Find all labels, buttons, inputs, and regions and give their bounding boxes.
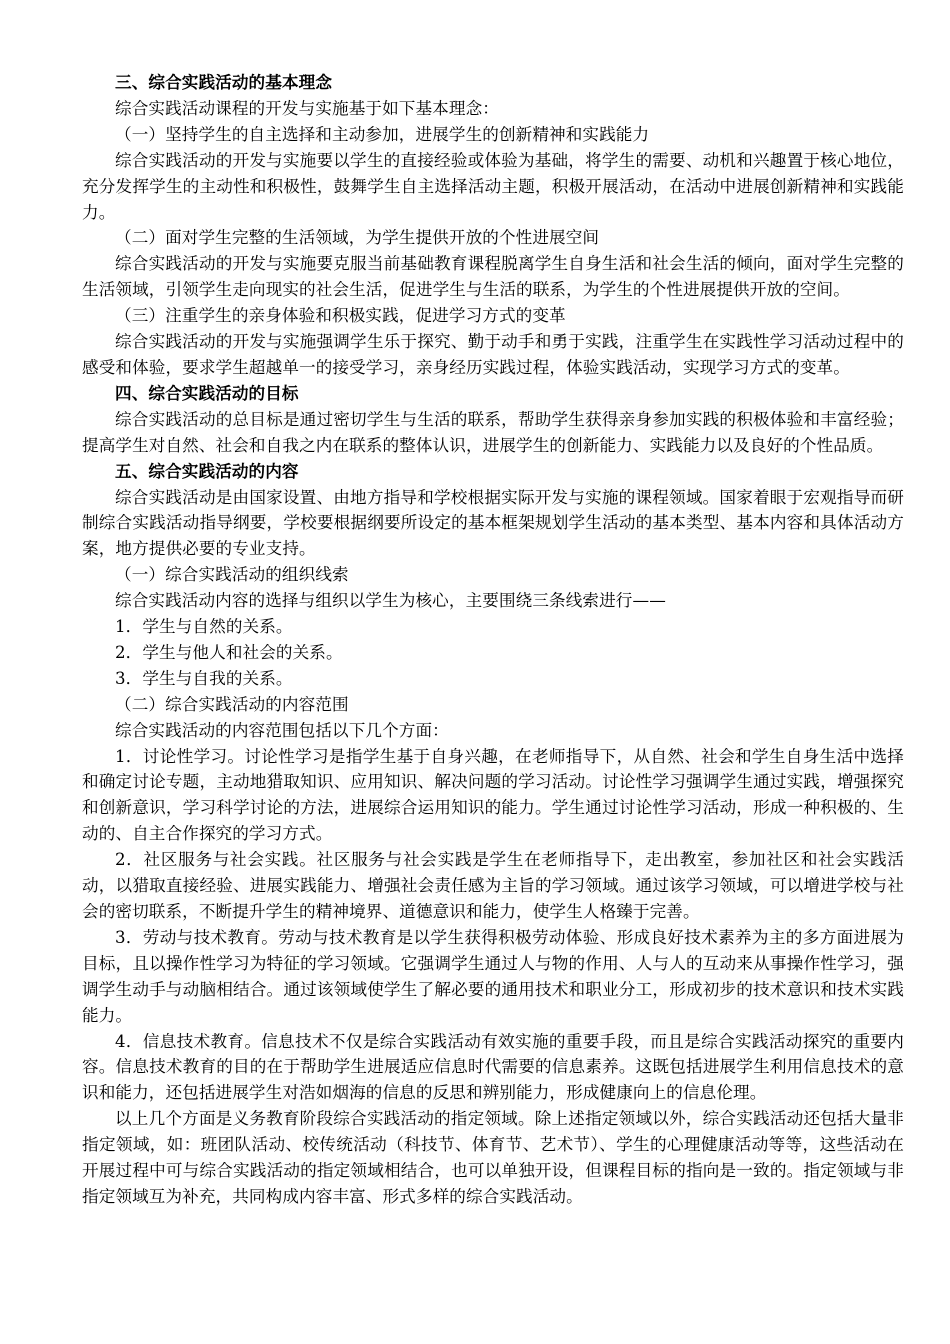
subsection-heading: （二）面对学生完整的生活领域，为学生提供开放的个性进展空间 [115,228,600,248]
subsection-heading: （三）注重学生的亲身体验和积极实践，促进学习方式的变革 [115,306,566,326]
body-paragraph: 3．劳动与技术教育。劳动与技术教育是以学生获得积极劳动体验、形成良好技术素养为主的多方面进展为目标，且以操作性学习为特征的学习领域。它强调学生通过人与物的作用、人与人的互动来从事操作性学习，强调学生动手与动脑相结合。通过该领域使学生了解必要的通用技术和职业分工，形成初步的技术意识和技术实践能力。 [82,927,904,1025]
document-page [82,70,904,1210]
body-paragraph: 综合实践活动的开发与实施强调学生乐于探究、勤于动手和勇于实践，注重学生在实践性学习活动过程中的感受和体验，要求学生超越单一的接受学习，亲身经历实践过程，体验实践活动，实现学习方式的变革。 [82,332,904,377]
body-paragraph: 4．信息技术教育。信息技术不仅是综合实践活动有效实施的重要手段，而且是综合实践活动探究的重要内容。信息技术教育的目的在于帮助学生进展适应信息时代需要的信息素养。这既包括进展学生利用信息技术的意识和能力，还包括进展学生对浩如烟海的信息的反思和辨别能力，形成健康向上的信息伦理。 [82,1031,904,1103]
body-paragraph: 以上几个方面是义务教育阶段综合实践活动的指定领域。除上述指定领域以外，综合实践活动还包括大量非指定领域，如：班团队活动、校传统活动（科技节、体育节、艺术节）、学生的心理健康活动等等，这些活动在开展过程中可与综合实践活动的指定领域相结合，也可以单独开设，但课程目标的指向是一致的。指定领域与非指定领域互为补充，共同构成内容丰富、形式多样的综合实践活动。 [82,1109,904,1206]
body-paragraph: 综合实践活动的开发与实施要克服当前基础教育课程脱离学生自身生活和社会生活的倾向，面对学生完整的生活领域，引领学生走向现实的社会生活，促进学生与生活的联系，为学生的个性进展提供开放的空间。 [82,254,904,300]
body-paragraph: 综合实践活动课程的开发与实施基于如下基本理念： [115,98,499,118]
subsection-heading: （一）坚持学生的自主选择和主动参加，进展学生的创新精神和实践能力 [115,124,650,144]
body-paragraph: 1．讨论性学习。讨论性学习是指学生基于自身兴趣，在老师指导下，从自然、社会和学生自身生活中选择和确定讨论专题，主动地猎取知识、应用知识、解决问题的学习活动。讨论性学习强调学生通过实践，增强探究和创新意识，学习科学讨论的方法，进展综合运用知识的能力。学生通过讨论性学习活动，形成一种积极的、生动的、自主合作探究的学习方式。 [82,746,904,844]
subsection-heading: （一）综合实践活动的组织线索 [115,565,349,585]
body-paragraph: 综合实践活动的总目标是通过密切学生与生活的联系，帮助学生获得亲身参加实践的积极体验和丰富经验；提高学生对自然、社会和自我之内在联系的整体认识，进展学生的创新能力、实践能力以及良好的个性品质。 [82,409,904,455]
list-item: 3．学生与自我的关系。 [115,668,293,688]
subsection-heading: （二）综合实践活动的内容范围 [115,694,349,714]
section-heading-3: 三、综合实践活动的基本理念 [115,72,333,92]
list-item: 1．学生与自然的关系。 [115,617,293,637]
section-heading-5: 五、综合实践活动的内容 [115,460,299,481]
body-paragraph: 综合实践活动内容的选择与组织以学生为核心，主要围绕三条线索进行—— [115,591,666,611]
body-paragraph: 综合实践活动是由国家设置、由地方指导和学校根据实际开发与实施的课程领域。国家着眼于宏观指导而研制综合实践活动指导纲要，学校要根据纲要所设定的基本框架规划学生活动的基本类型、基本内容和具体活动方案，地方提供必要的专业支持。 [82,487,904,559]
section-heading-4: 四、综合实践活动的目标 [115,382,299,403]
list-item: 2．学生与他人和社会的关系。 [115,642,343,662]
body-paragraph: 2．社区服务与社会实践。社区服务与社会实践是学生在老师指导下，走出教室，参加社区和社会实践活动，以猎取直接经验、进展实践能力、增强社会责任感为主旨的学习领域。通过该学习领域，可以增进学校与社会的密切联系，不断提升学生的精神境界、道德意识和能力，使学生人格臻于完善。 [82,850,904,921]
body-paragraph: 综合实践活动的开发与实施要以学生的直接经验或体验为基础，将学生的需要、动机和兴趣置于核心地位，充分发挥学生的主动性和积极性，鼓舞学生自主选择活动主题，积极开展活动，在活动中进展创新精神和实践能力。 [82,150,904,222]
body-paragraph: 综合实践活动的内容范围包括以下几个方面： [115,720,449,740]
